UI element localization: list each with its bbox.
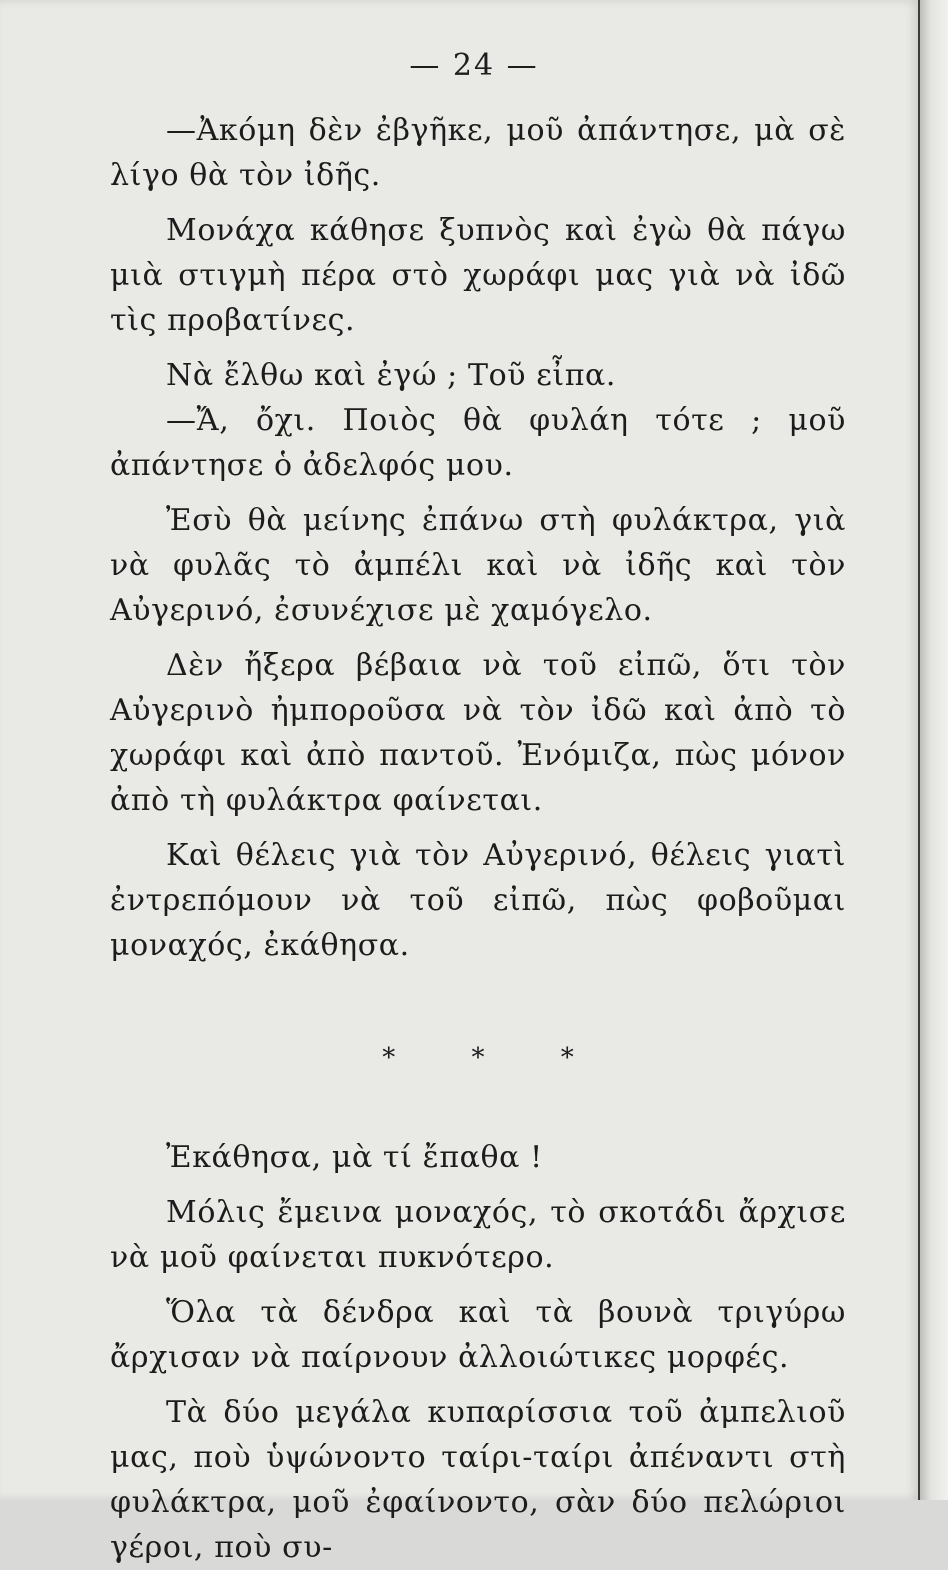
paragraph: Μονάχα κάθησε ξυπνὸς καὶ ἐγὼ θὰ πάγω μιὰ στιγμὴ πέρα στὸ χωράφι μας γιὰ νὰ ἰδῶ τὶς προβατίνες.	[110, 213, 846, 338]
paragraph: Ἐσὺ θὰ μείνης ἐπάνω στὴ φυλάκτρα, γιὰ νὰ φυλᾶς τὸ ἀμπέλι καὶ νὰ ἰδῆς καὶ τὸν Αὐγερινό, ἐσυνέχισε μὲ χαμόγελο.	[110, 503, 846, 628]
paragraph: Μόλις ἔμεινα μοναχός, τὸ σκοτάδι ἄρχισε νὰ μοῦ φαίνεται πυκνότερο.	[110, 1195, 846, 1275]
paragraph: Δὲν ἤξερα βέβαια νὰ τοῦ εἰπῶ, ὅτι τὸν Αὐγερινὸ ἠμποροῦσα νὰ τὸν ἰδῶ καὶ ἀπὸ τὸ χωράφι καὶ ἀπὸ παντοῦ. Ἐνόμιζα, πὼς μόνον ἀπὸ τὴ φυλάκτρα φαίνεται.	[110, 648, 846, 818]
page-number: — 24 —	[409, 48, 539, 83]
body-text	[110, 108, 846, 1570]
paragraph: Ὅλα τὰ δένδρα καὶ τὰ βουνὰ τριγύρω ἄρχισαν νὰ παίρνουν ἀλλοιώτικες μορφές.	[110, 1295, 846, 1375]
paragraph: —Ἄ, ὄχι. Ποιὸς θὰ φυλάη τότε ; μοῦ ἀπάντησε ὁ ἀδελφός μου.	[110, 403, 846, 483]
paragraph: Νὰ ἔλθω καὶ ἐγώ ; Τοῦ εἶπα.	[166, 358, 617, 393]
paragraph: —Ἀκόμη δὲν ἐβγῆκε, μοῦ ἀπάντησε, μὰ σὲ λίγο θὰ τὸν ἰδῆς.	[110, 113, 846, 193]
section-separator: * * *	[382, 1043, 608, 1073]
paragraph: Καὶ θέλεις γιὰ τὸν Αὐγερινό, θέλεις γιατὶ ἐντρεπόμουν νὰ τοῦ εἰπῶ, πὼς φοβοῦμαι μοναχός, ἐκάθησα.	[110, 838, 846, 963]
book-spine-edge	[918, 0, 948, 1500]
paragraph: Ἐκάθησα, μὰ τί ἔπαθα !	[166, 1140, 543, 1175]
paragraph: Τὰ δύο μεγάλα κυπαρίσσια τοῦ ἀμπελιοῦ μας, ποὺ ὑψώνοντο ταίρι-ταίρι ἀπέναντι στὴ φυλάκτρα, μοῦ ἐφαίνοντο, σὰν δύο πελώριοι γέροι, ποὺ συ-	[110, 1395, 846, 1565]
